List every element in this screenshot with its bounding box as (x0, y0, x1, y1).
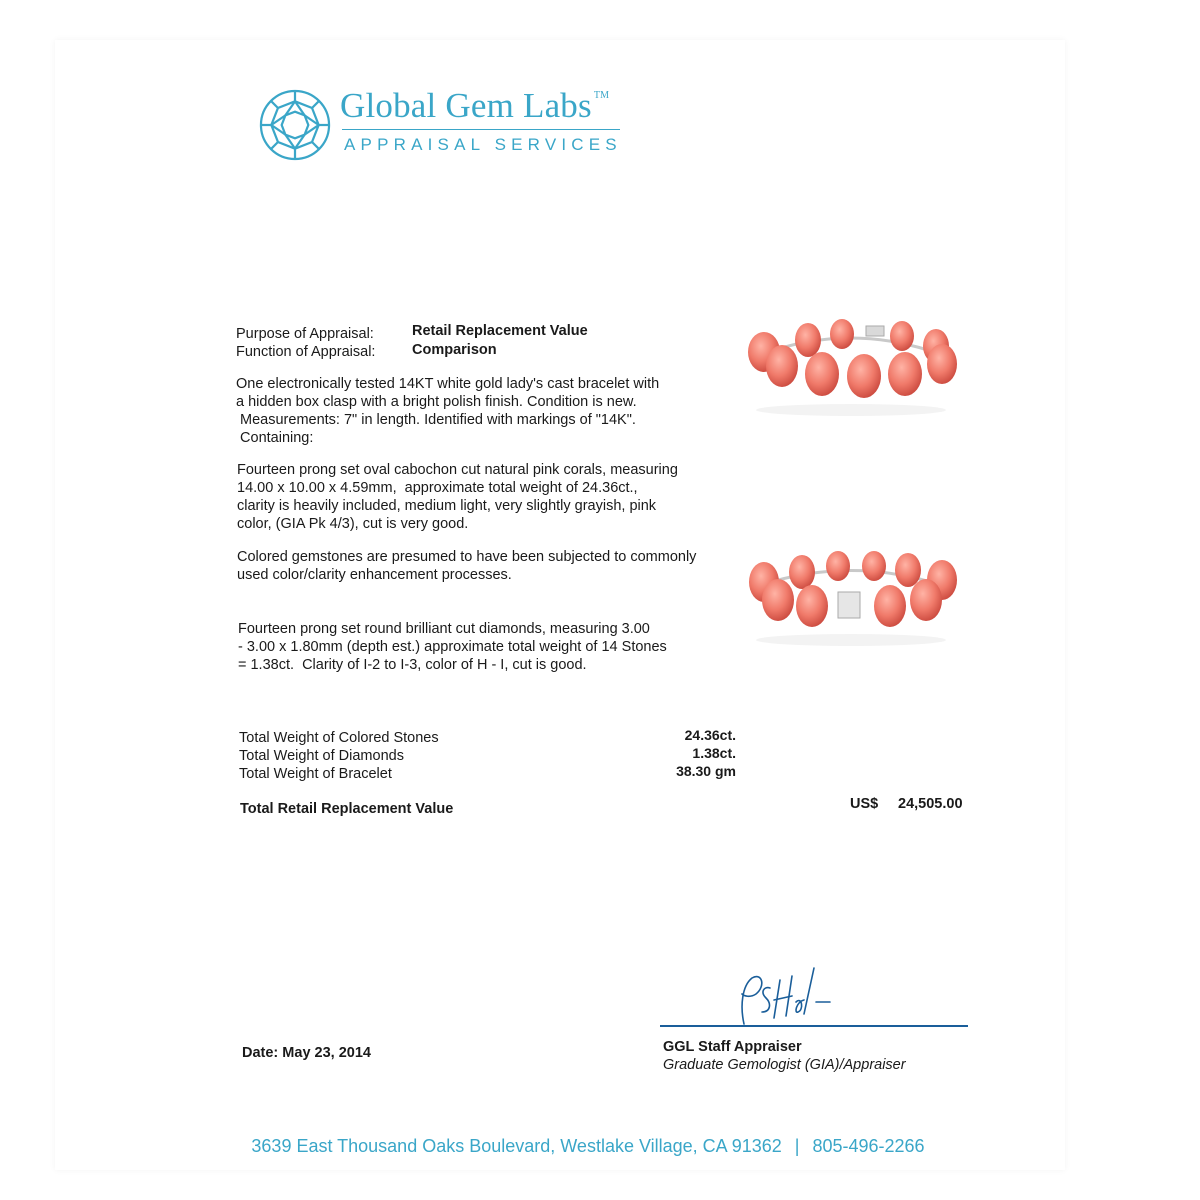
text-line: Measurements: 7" in length. Identified with markings of "14K". (236, 412, 636, 428)
separator: | (794, 1136, 800, 1156)
gem-logo-icon (258, 88, 332, 162)
phone: 805-496-2266 (812, 1136, 925, 1156)
brand-name: Global Gem Labs ™ (340, 86, 610, 125)
appraiser-credential: Graduate Gemologist (GIA)/Appraiser (663, 1057, 906, 1073)
address: 3639 East Thousand Oaks Boulevard, Westlake Village, CA 91362 (251, 1136, 782, 1156)
trademark: TM (593, 90, 610, 101)
text-line: used color/clarity enhancement processes. (237, 567, 512, 583)
text-line: Containing: (236, 430, 314, 446)
text-line: 14.00 x 10.00 x 4.59mm, approximate total weight of 24.36ct., (237, 480, 638, 496)
text-line: = 1.38ct. Clarity of I-2 to I-3, color of H - I, cut is good. (238, 657, 587, 673)
bracelet-photo-top (742, 318, 960, 418)
function-value: Comparison (412, 342, 497, 358)
date-row (242, 1044, 371, 1062)
brand-subtitle: APPRAISAL SERVICES (344, 135, 622, 154)
retail-value-label: Total Retail Replacement Value (240, 801, 454, 817)
text-line: - 3.00 x 1.80mm (depth est.) approximate total weight of 14 Stones (238, 639, 667, 655)
total-diamonds-value: 1.38ct. (692, 745, 736, 761)
appraiser-signature (730, 966, 840, 1028)
currency-label: US$ (850, 796, 879, 812)
appraiser-name: GGL Staff Appraiser (663, 1039, 802, 1055)
total-colored-value: 24.36ct. (684, 727, 736, 743)
signature-line (660, 1025, 968, 1027)
date-value: May 23, 2014 (282, 1045, 371, 1061)
text-line: Fourteen prong set oval cabochon cut natural pink corals, measuring (237, 462, 678, 478)
text-line: clarity is heavily included, medium light, very slightly grayish, pink (237, 498, 657, 514)
text-line: One electronically tested 14KT white gold lady's cast bracelet with (236, 376, 660, 392)
date-label: Date: (242, 1045, 279, 1061)
retail-value: 24,505.00 (898, 796, 963, 812)
diamond-paragraph (238, 620, 667, 674)
text-line: Colored gemstones are presumed to have been subjected to commonly (237, 549, 697, 565)
total-diamonds-label: Total Weight of Diamonds (239, 748, 404, 764)
footer-address (0, 1136, 1176, 1157)
total-bracelet-label: Total Weight of Bracelet (239, 766, 392, 782)
logo-divider (342, 129, 620, 130)
total-colored-label: Total Weight of Colored Stones (239, 730, 439, 746)
purpose-label: Purpose of Appraisal: (236, 326, 374, 342)
total-bracelet-value: 38.30 gm (676, 763, 736, 779)
description-paragraph (236, 375, 659, 447)
text-line: a hidden box clasp with a bright polish finish. Condition is new. (236, 394, 637, 410)
treatment-paragraph (237, 548, 696, 584)
function-label: Function of Appraisal: (236, 344, 376, 360)
purpose-value: Retail Replacement Value (412, 323, 588, 339)
text-line: Fourteen prong set round brilliant cut diamonds, measuring 3.00 (238, 621, 650, 637)
bracelet-photo-bottom (742, 548, 960, 648)
coral-paragraph (237, 461, 678, 533)
text-line: color, (GIA Pk 4/3), cut is very good. (237, 516, 469, 532)
